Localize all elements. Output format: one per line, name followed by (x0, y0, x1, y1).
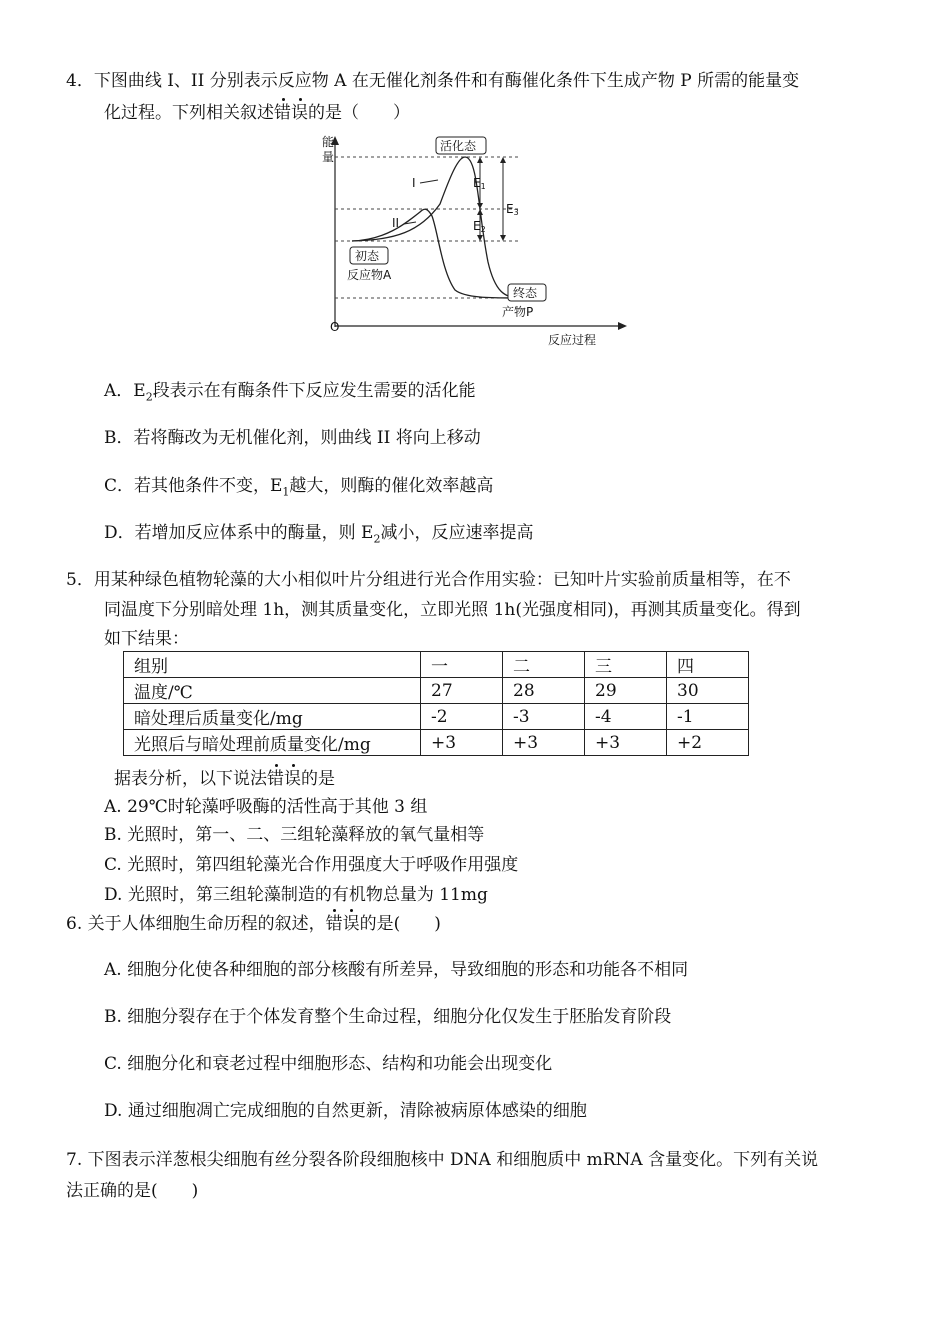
q5-question-text: 据表分析，以下说法 (114, 769, 267, 789)
q5-stem-line2: 同温度下分别暗处理 1h，测其质量变化，立即光照 1h(光强度相同)，再测其质量变化。得到 (104, 600, 801, 620)
q4-stem-text: 化过程。下列相关叙述 (104, 103, 274, 123)
table-cell: +3 (503, 730, 585, 756)
q5-option-b: B. 光照时，第一、二、三组轮藻释放的氧气量相等 (104, 825, 485, 845)
table-row (124, 678, 749, 704)
table-cell: 二 (503, 652, 585, 678)
q4-stem-line2 (104, 102, 410, 124)
table-cell: 28 (503, 678, 585, 704)
e3-arrow-head-bottom (500, 235, 506, 241)
table-cell: 温度/℃ (124, 678, 421, 704)
table-cell: +3 (421, 730, 503, 756)
y-label-2: 量 (322, 150, 335, 164)
table-cell: +3 (585, 730, 667, 756)
q4-option-c-text: C．若其他条件不变，E (104, 476, 283, 496)
q5-question (114, 768, 335, 790)
q5-option-d: D. 光照时，第三组轮藻制造的有机物总量为 11mg (104, 885, 488, 905)
origin-label: O (330, 320, 340, 334)
q4-option-c-rest: 越大，则酶的催化效率越高 (289, 476, 494, 496)
q4-stem-end: 的是（ ） (308, 103, 410, 123)
curve-II-label: II (392, 216, 400, 230)
curve-I-pointer (420, 180, 438, 183)
q5-emphasis (267, 769, 301, 789)
y-label-1: 能 (322, 135, 335, 149)
q4-option-d-text: D．若增加反应体系中的酶量，则 E (104, 523, 374, 543)
table-row (124, 730, 749, 756)
q4-option-a-sub: 2 (145, 390, 153, 404)
e3-arrow-head-top (500, 157, 506, 163)
emphasis-char: 错 (274, 103, 291, 123)
table-cell: 组别 (124, 652, 421, 678)
e1-arrow-head-top (477, 157, 483, 163)
q4-option-c-sub: 1 (282, 485, 290, 499)
table-cell: 暗处理后质量变化/mg (124, 704, 421, 730)
initial-state-label: 初态 (355, 249, 380, 263)
q6-emphasis (326, 914, 360, 934)
q6-option-b: B. 细胞分裂存在于个体发育整个生命过程，细胞分化仅发生于胚胎发育阶段 (104, 1007, 672, 1027)
e1-arrow-head-bottom (477, 203, 483, 209)
table-cell: -2 (421, 704, 503, 730)
x-axis-arrow (618, 322, 627, 330)
table-cell: -4 (585, 704, 667, 730)
q5-stem-line1: 5．用某种绿色植物轮藻的大小相似叶片分组进行光合作用实验：已知叶片实验前质量相等，在不 (66, 570, 791, 590)
activated-state-label: 活化态 (440, 139, 477, 153)
e3-label: E3 (506, 202, 519, 217)
q7-stem-line1: 7. 下图表示洋葱根尖细胞有丝分裂各阶段细胞核中 DNA 和细胞质中 mRNA 含量变化。下列有关说 (66, 1150, 819, 1170)
q5-stem-line3: 如下结果： (104, 629, 189, 649)
reactant-label: 反应物A (347, 268, 392, 282)
q4-option-d-rest: 减小，反应速率提高 (380, 523, 534, 543)
table-cell: 三 (585, 652, 667, 678)
emphasis-char: 错 (267, 769, 284, 789)
emphasis-char: 误 (291, 103, 308, 123)
emphasis-char: 误 (342, 914, 360, 934)
table-cell: 29 (585, 678, 667, 704)
final-state-label: 终态 (513, 286, 538, 300)
table-cell: 一 (421, 652, 503, 678)
q4-option-d-sub: 2 (373, 532, 381, 546)
table-cell: 四 (667, 652, 749, 678)
x-label: 反应过程 (548, 333, 597, 347)
q5-question-end: 的是 (301, 769, 335, 789)
energy-diagram (320, 132, 640, 352)
e2-arrow-head-bottom (477, 235, 483, 241)
q6-option-d: D. 通过细胞凋亡完成细胞的自然更新，清除被病原体感染的细胞 (104, 1101, 587, 1121)
table-cell: 30 (667, 678, 749, 704)
q6-option-c: C. 细胞分化和衰老过程中细胞形态、结构和功能会出现变化 (104, 1054, 553, 1074)
q4-emphasis (274, 103, 308, 123)
table-cell: -1 (667, 704, 749, 730)
q5-option-c: C. 光照时，第四组轮藻光合作用强度大于呼吸作用强度 (104, 855, 519, 875)
emphasis-char: 误 (284, 769, 301, 789)
q6-stem (66, 913, 441, 935)
emphasis-char: 错 (325, 914, 343, 934)
q6-stem-text: 6. 关于人体细胞生命历程的叙述， (66, 914, 326, 934)
q7-stem-line2: 法正确的是( ) (66, 1181, 199, 1201)
q6-option-a: A. 细胞分化使各种细胞的部分核酸有所差异，导致细胞的形态和功能各不相同 (104, 960, 689, 980)
table-row (124, 704, 749, 730)
q4-option-c (104, 475, 493, 497)
q4-option-a (104, 380, 476, 402)
product-label: 产物P (502, 305, 534, 319)
q4-stem-line1: 4．下图曲线 I、II 分别表示反应物 A 在无催化剂条件和有酶催化条件下生成产物 P 所需的能量变 (66, 71, 800, 91)
table-cell: -3 (503, 704, 585, 730)
q5-results-table (123, 651, 749, 756)
q4-option-d (104, 522, 533, 544)
curve-I-label: I (412, 176, 416, 190)
q4-option-b: B．若将酶改为无机催化剂，则曲线 II 将向上移动 (104, 428, 481, 448)
table-header-row (124, 652, 749, 678)
q4-option-a-text: A．E (104, 381, 146, 401)
table-cell: +2 (667, 730, 749, 756)
q6-stem-end: 的是( ) (359, 914, 441, 934)
table-cell: 光照后与暗处理前质量变化/mg (124, 730, 421, 756)
e2-label: E2 (473, 219, 486, 234)
q5-option-a: A. 29℃时轮藻呼吸酶的活性高于其他 3 组 (104, 797, 428, 817)
e1-label: E1 (473, 176, 486, 191)
q4-option-a-rest: 段表示在有酶条件下反应发生需要的活化能 (152, 381, 476, 401)
table-cell: 27 (421, 678, 503, 704)
e2-arrow-head-top (477, 209, 483, 215)
